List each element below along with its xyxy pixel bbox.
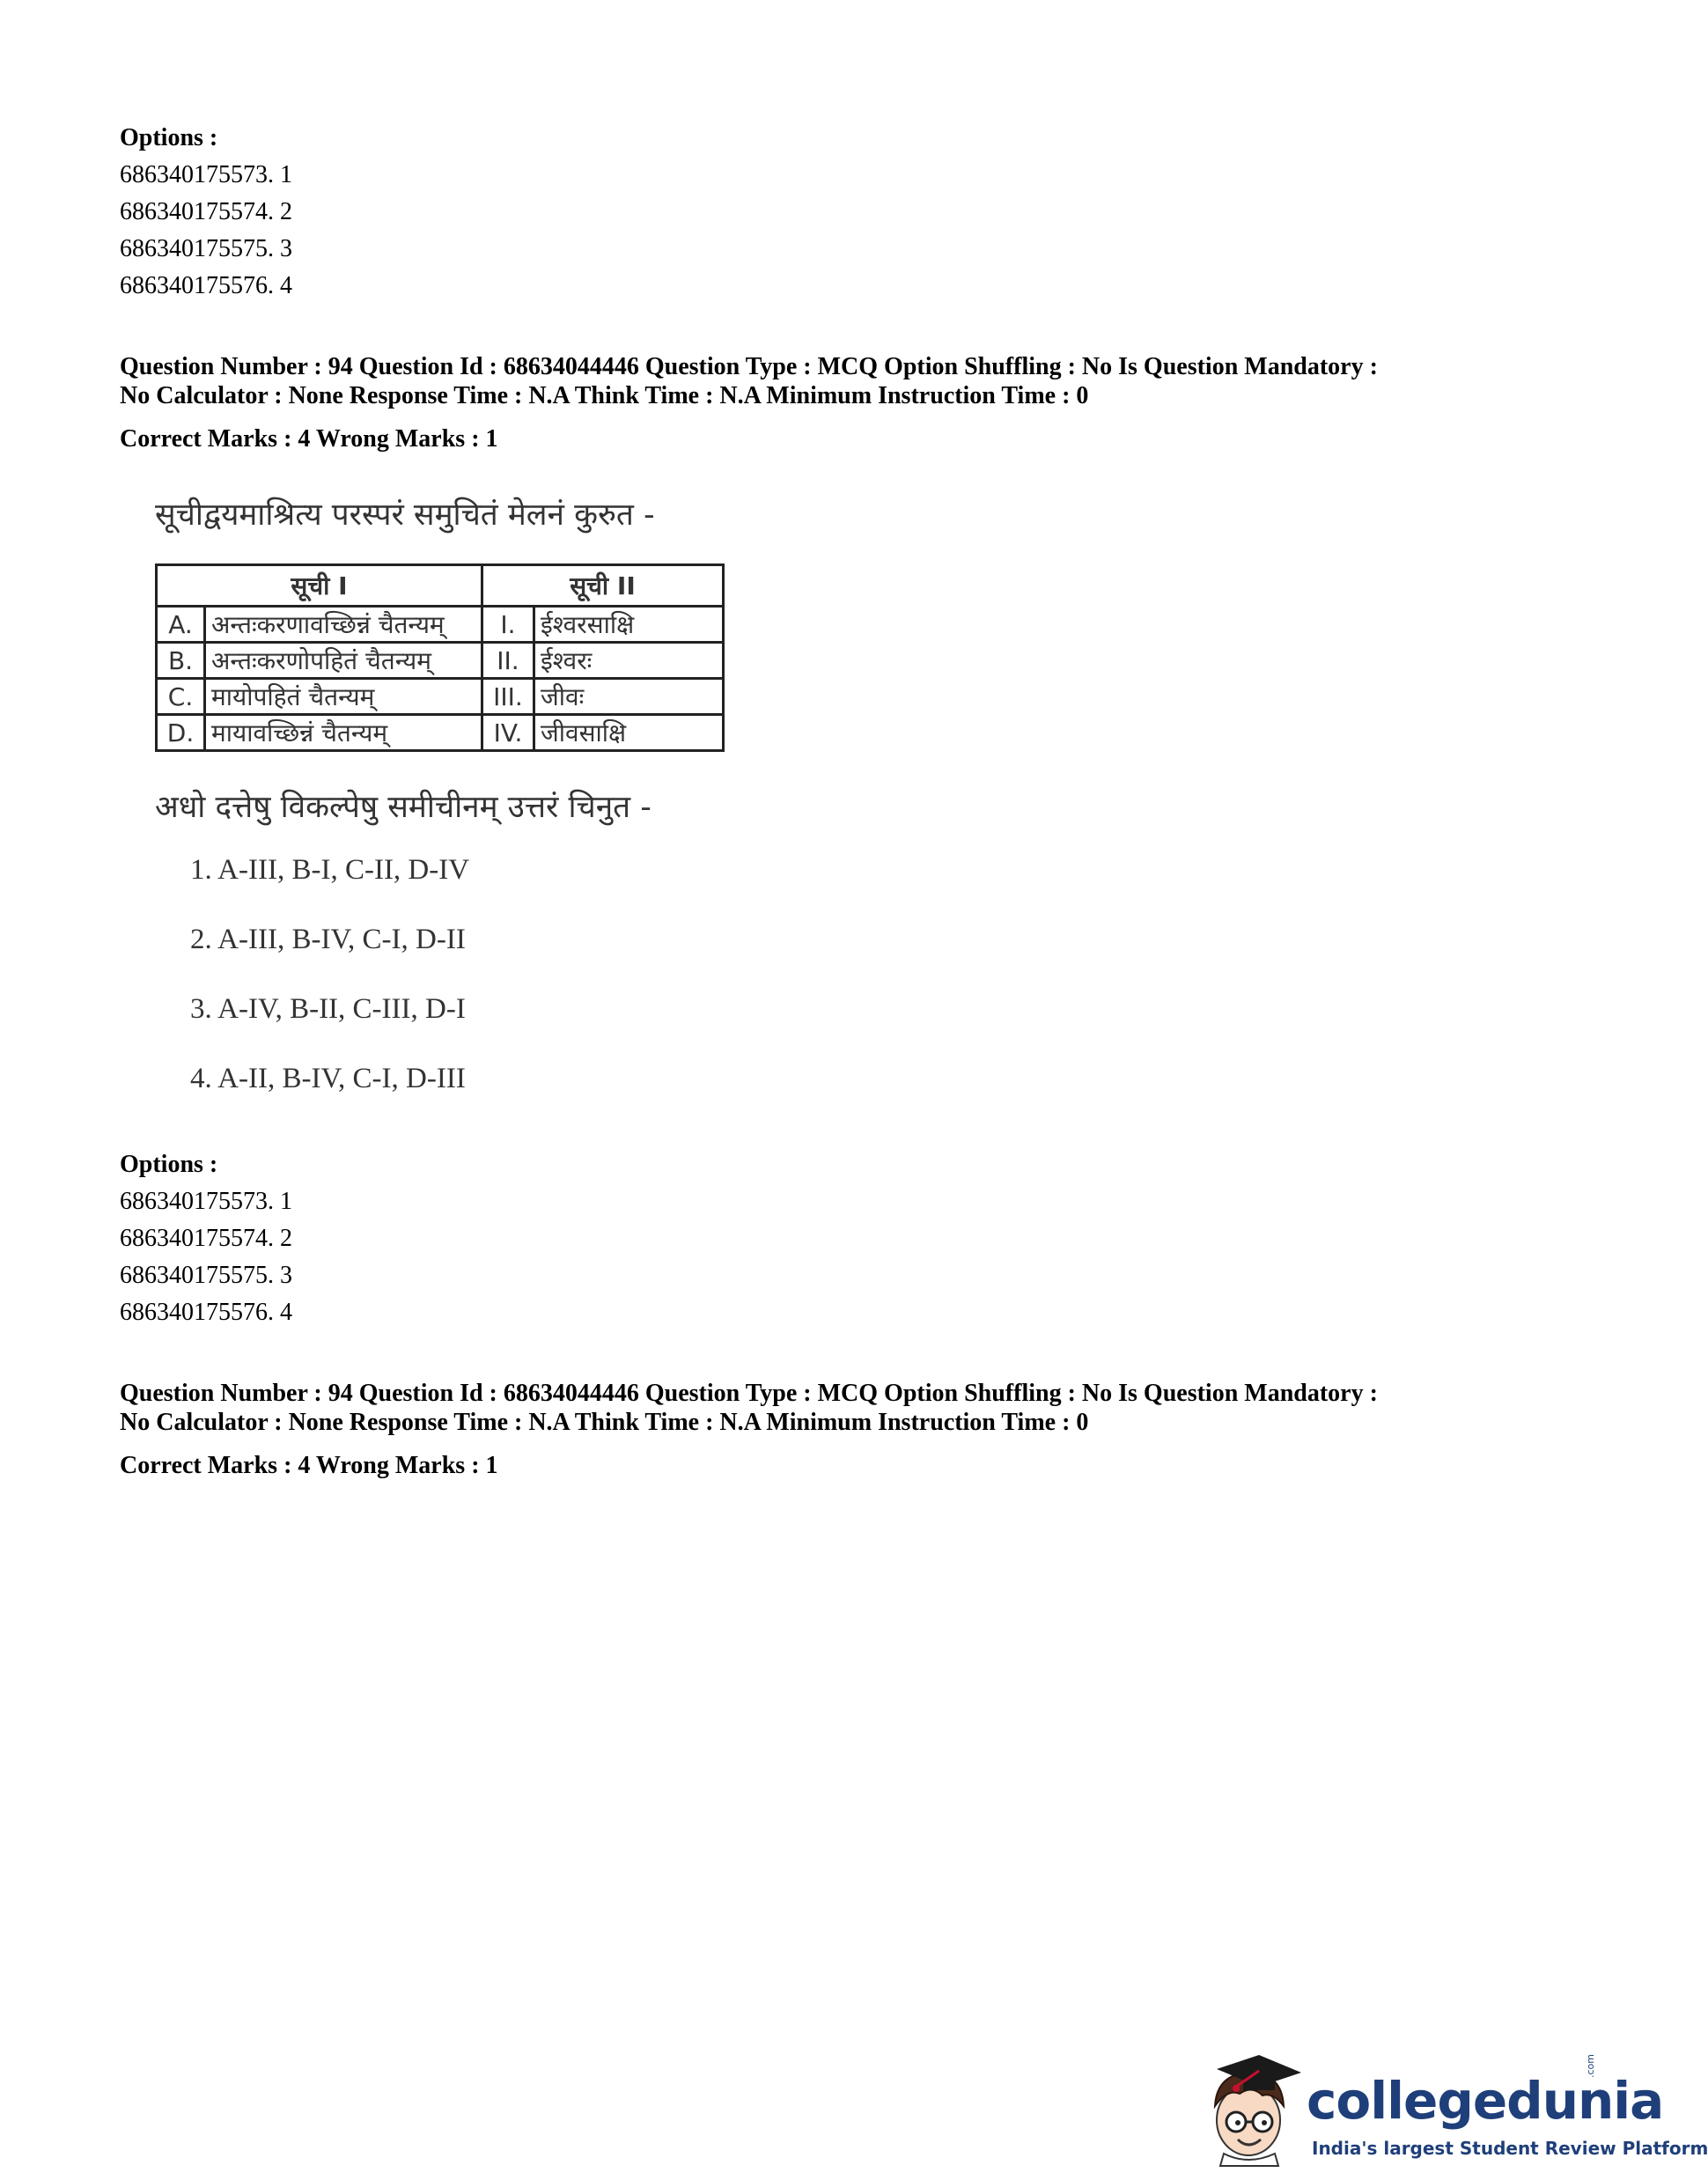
question-title: सूचीद्वयमाश्रित्य परस्परं समुचितं मेलनं कुरुत -: [155, 497, 655, 533]
question-meta-line2: No Calculator : None Response Time : N.A Think Time : N.A Minimum Instruction Time : 0: [120, 382, 1089, 409]
row-value-left: मायावच्छिन्नं चैतन्यम्: [205, 715, 482, 751]
row-key-left: C.: [157, 679, 205, 715]
mascot-icon: [1197, 2051, 1303, 2166]
question-figure: [120, 475, 789, 1118]
row-value-right: ईश्वरः: [534, 643, 724, 679]
match-table: [155, 563, 725, 752]
question-instruction: अधो दत्तेषु विकल्पेषु समीचीनम् उत्तरं चिनुत -: [155, 790, 652, 825]
row-key-left: B.: [157, 643, 205, 679]
options-block-1: [120, 120, 292, 305]
answer-choice: 3. A-IV, B-II, C-III, D-I: [190, 993, 466, 1025]
logo-tagline: India's largest Student Review Platform: [1312, 2138, 1708, 2159]
option-item: 686340175576. 4: [120, 1299, 292, 1326]
question-meta-2: [120, 1379, 1378, 1437]
question-meta-1: [120, 352, 1378, 410]
row-key-right: IV.: [482, 715, 534, 751]
options-block-2: [120, 1146, 292, 1331]
row-key-right: III.: [482, 679, 534, 715]
option-item: 686340175574. 2: [120, 198, 292, 225]
logo-wordmark: collegedunia: [1307, 2071, 1664, 2131]
table-row: [157, 643, 724, 679]
answer-choice: 2. A-III, B-IV, C-I, D-II: [190, 924, 466, 955]
row-value-right: जीवसाक्षि: [534, 715, 724, 751]
options-heading: Options :: [120, 1151, 218, 1178]
row-key-right: II.: [482, 643, 534, 679]
row-key-left: A.: [157, 607, 205, 643]
row-value-right: जीवः: [534, 679, 724, 715]
option-item: 686340175573. 1: [120, 161, 292, 188]
row-value-left: मायोपहितं चैतन्यम्: [205, 679, 482, 715]
collegedunia-logo: [1197, 2051, 1708, 2166]
row-key-right: I.: [482, 607, 534, 643]
table-header-row: [157, 565, 724, 607]
answer-choices: [190, 854, 469, 1132]
question-meta-line2: No Calculator : None Response Time : N.A Think Time : N.A Minimum Instruction Time : 0: [120, 1409, 1089, 1436]
option-item: 686340175574. 2: [120, 1225, 292, 1252]
row-value-left: अन्तःकरणोपहितं चैतन्यम्: [205, 643, 482, 679]
row-value-right: ईश्वरसाक्षि: [534, 607, 724, 643]
option-item: 686340175575. 3: [120, 1262, 292, 1289]
header-list-1: सूची I: [157, 565, 482, 607]
option-item: 686340175575. 3: [120, 235, 292, 262]
table-row: [157, 715, 724, 751]
options-heading: Options :: [120, 124, 218, 151]
question-meta-line1: Question Number : 94 Question Id : 68634044446 Question Type : MCQ Option Shuffling : No Is Question Mandatory :: [120, 1380, 1378, 1407]
answer-choice: 4. A-II, B-IV, C-I, D-III: [190, 1063, 466, 1094]
answer-choice: 1. A-III, B-I, C-II, D-IV: [190, 854, 470, 886]
table-row: [157, 607, 724, 643]
option-item: 686340175576. 4: [120, 272, 292, 299]
question-marks-1: Correct Marks : 4 Wrong Marks : 1: [120, 425, 498, 453]
row-key-left: D.: [157, 715, 205, 751]
row-value-left: अन्तःकरणावच्छिन्नं चैतन्यम्: [205, 607, 482, 643]
header-list-2: सूची II: [482, 565, 724, 607]
option-item: 686340175573. 1: [120, 1188, 292, 1215]
question-meta-line1: Question Number : 94 Question Id : 68634044446 Question Type : MCQ Option Shuffling : No Is Question Mandatory :: [120, 353, 1378, 380]
logo-suffix: .com: [1585, 2054, 1596, 2078]
question-marks-2: Correct Marks : 4 Wrong Marks : 1: [120, 1452, 498, 1479]
table-row: [157, 679, 724, 715]
